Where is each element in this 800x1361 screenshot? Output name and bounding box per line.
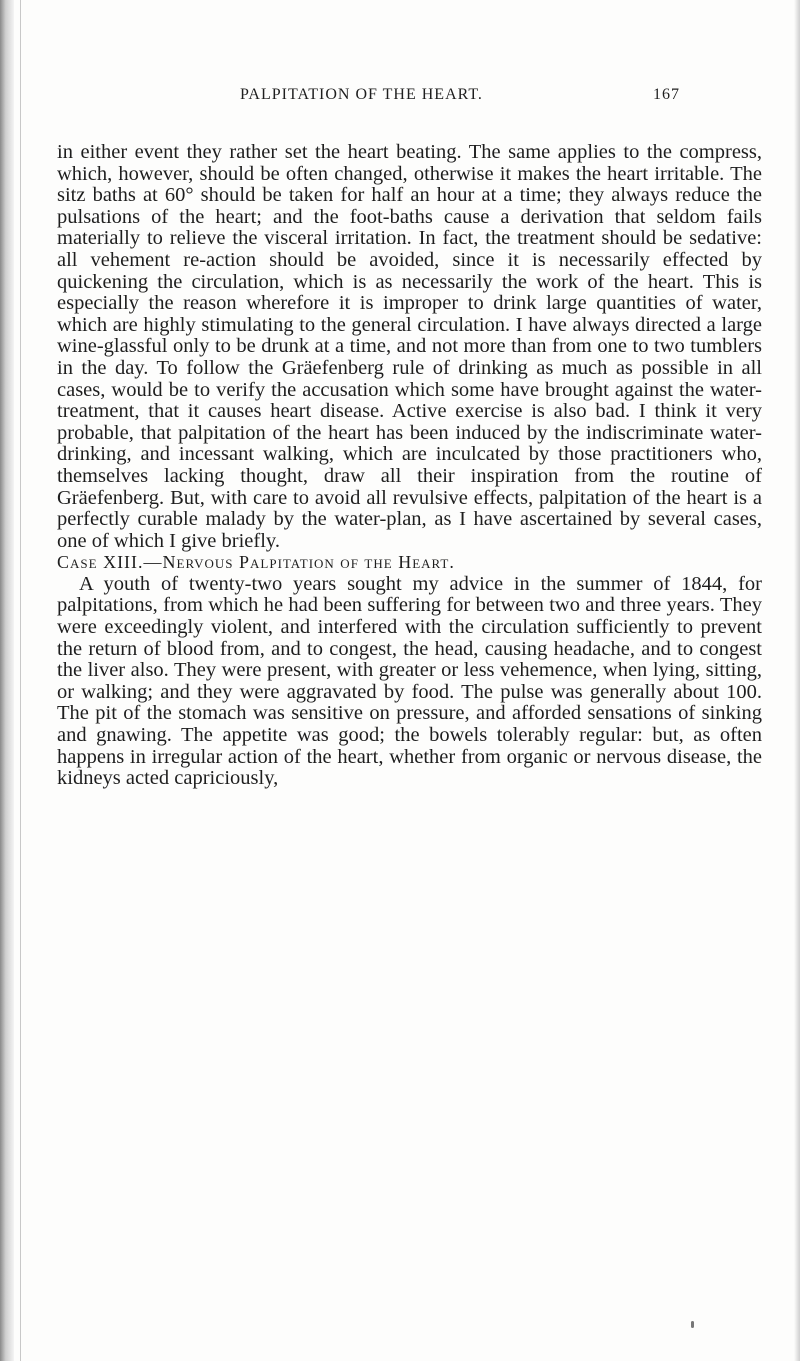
running-head-title: PALPITATION OF THE HEART. <box>240 86 483 103</box>
page-edge-shadow <box>794 0 800 1361</box>
page-number: 167 <box>653 86 680 103</box>
body-text <box>57 142 762 790</box>
running-head <box>240 86 680 110</box>
ink-speck <box>691 1321 694 1328</box>
paragraph-continued: in either event they rather set the heart beating. The same applies to the compress, which, however, should be often changed, otherwise it makes the heart irritable. The sitz baths at 60° should be taken for half an hour at a time; they always reduce the pulsations of the heart; and the foot-baths cause a derivation that seldom fails materially to relieve the visceral irritation. In fact, the treatment should be sedative: all vehement re-action should be avoided, since it is necessarily effected by quickening the circulation, which is as necessarily the work of the heart. This is especially the reason wherefore it is improper to drink large quantities of water, which are highly stimulating to the general circulation. I have always directed a large wine-glassful only to be drunk at a time, and not more than from one to two tumblers in the day. To follow the Gräefenberg rule of drinking as much as possible in all cases, would be to verify the accusation which some have brought against the water-treatment, that it causes heart disease. Active exercise is also bad. I think it very probable, that palpitation of the heart has been induced by the indiscriminate water-drinking, and incessant walking, which are inculcated by those practitioners who, themselves lacking thought, draw all their inspiration from the routine of Gräefenberg. But, with care to avoid all revulsive effects, palpitation of the heart is a perfectly curable malady by the water-plan, as I have ascertained by several cases, one of which I give briefly. <box>57 141 762 552</box>
binding-shadow <box>0 0 14 1361</box>
case-heading: Case XIII.—Nervous Palpitation of the Heart. <box>57 552 455 573</box>
paragraph-case-description: A youth of twenty-two years sought my advice in the summer of 1844, for palpitations, from which he had been suffering for between two and three years. They were exceedingly violent, and interfered with the circulation sufficiently to prevent the return of blood from, and to congest, the head, causing headache, and to congest the liver also. They were present, with greater or less vehemence, when lying, sitting, or walking; and they were aggravated by food. The pulse was generally about 100. The pit of the stomach was sensitive on pressure, and afforded sensations of sinking and gnawing. The appetite was good; the bowels tolerably regular: but, as often happens in irregular action of the heart, whether from organic or nervous disease, the kidneys acted capriciously, <box>57 572 762 790</box>
gutter-line <box>20 0 21 1361</box>
